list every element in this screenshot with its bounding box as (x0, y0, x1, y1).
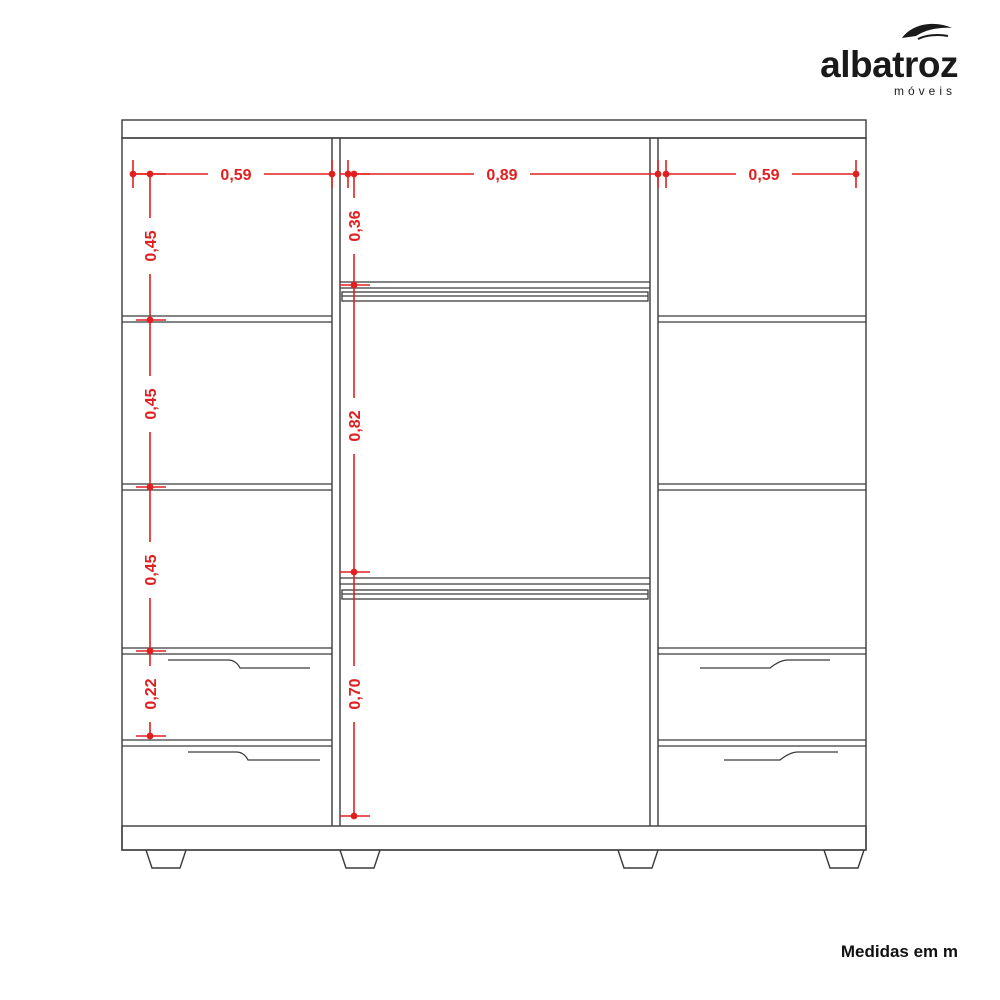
cabinet-outline (122, 120, 866, 868)
center-hanging-upper-height-label: 0,82 (347, 410, 364, 442)
measurement-unit-note: Medidas em m (840, 942, 958, 961)
left-shelf-3-height-label: 0,45 (143, 554, 160, 586)
center-column-width-label: 0,89 (486, 167, 518, 184)
center-column-fittings (340, 282, 650, 599)
left-column-width-label: 0,59 (220, 167, 252, 184)
left-shelf-1-height-label: 0,45 (143, 230, 160, 262)
left-drawer-height-label: 0,22 (143, 678, 160, 710)
right-column-width-label: 0,59 (748, 167, 780, 184)
brand-name: albatroz (820, 44, 958, 85)
right-column-shelves (658, 316, 866, 760)
brand-tagline: móveis (893, 84, 956, 98)
center-top-shelf-height-label: 0,36 (347, 210, 364, 242)
vertical-dividers (332, 138, 658, 826)
center-hanging-lower-height-label: 0,70 (347, 678, 364, 710)
left-shelf-2-height-label: 0,45 (143, 388, 160, 420)
